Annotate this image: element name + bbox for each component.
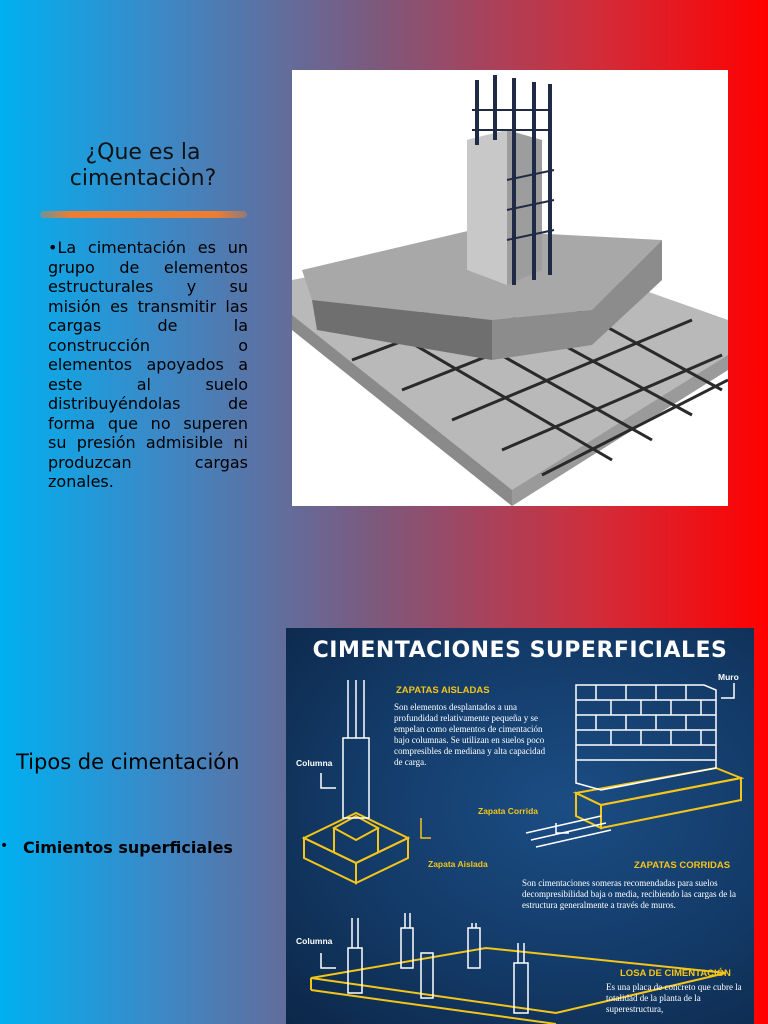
label-columna-1: Columna bbox=[296, 758, 333, 768]
bullet-text: Cimientos superficiales bbox=[23, 838, 233, 857]
label-zapata-aislada: Zapata Aislada bbox=[428, 859, 488, 869]
title-underline bbox=[40, 211, 247, 218]
zapatas-aisladas-text: Son elementos desplantados a una profundidad relativamente pequeña y se empelan como elementos de cimentación bajo columnas. Se utilizan en suelos poco compresibles de mediana y alta capacidad de carga. bbox=[394, 702, 546, 767]
label-zapata-corrida: Zapata Corrida bbox=[478, 806, 538, 816]
foundation-photo bbox=[292, 70, 728, 506]
zapatas-aisladas-heading: ZAPATAS AISLADAS bbox=[396, 685, 490, 696]
section-title: Tipos de cimentación bbox=[16, 750, 240, 774]
losa-heading: LOSA DE CIMENTACIÓN bbox=[620, 968, 731, 979]
zapatas-corridas-heading: ZAPATAS CORRIDAS bbox=[634, 860, 731, 871]
label-muro: Muro bbox=[718, 672, 739, 682]
label-columna-2: Columna bbox=[296, 936, 333, 946]
definition-text: •La cimentación es un grupo de elementos estructurales y su misión es transmitir las cargas de la construcción o elementos apoyados a este al suelo distribuyéndolas de forma que no superen su presión admisible ni produzcan cargas zonales. bbox=[48, 238, 248, 491]
losa-text: Es una placa de concreto que cubre la totalidad de la planta de la superestructura, bbox=[606, 982, 742, 1014]
infographic-title: CIMENTACIONES SUPERFICIALES bbox=[312, 638, 728, 663]
bullet-icon: • bbox=[0, 838, 9, 854]
zapatas-corridas-text: Son cimentaciones someras recomendadas para suelos decompresibilidad baja o media, recibiendo las cargas de la estructura generalmente a través de muros. bbox=[522, 878, 737, 910]
infographic-drawings bbox=[286, 628, 754, 1024]
foundations-infographic bbox=[286, 628, 754, 1024]
slide-title: ¿Que es la cimentaciòn? bbox=[69, 140, 217, 191]
